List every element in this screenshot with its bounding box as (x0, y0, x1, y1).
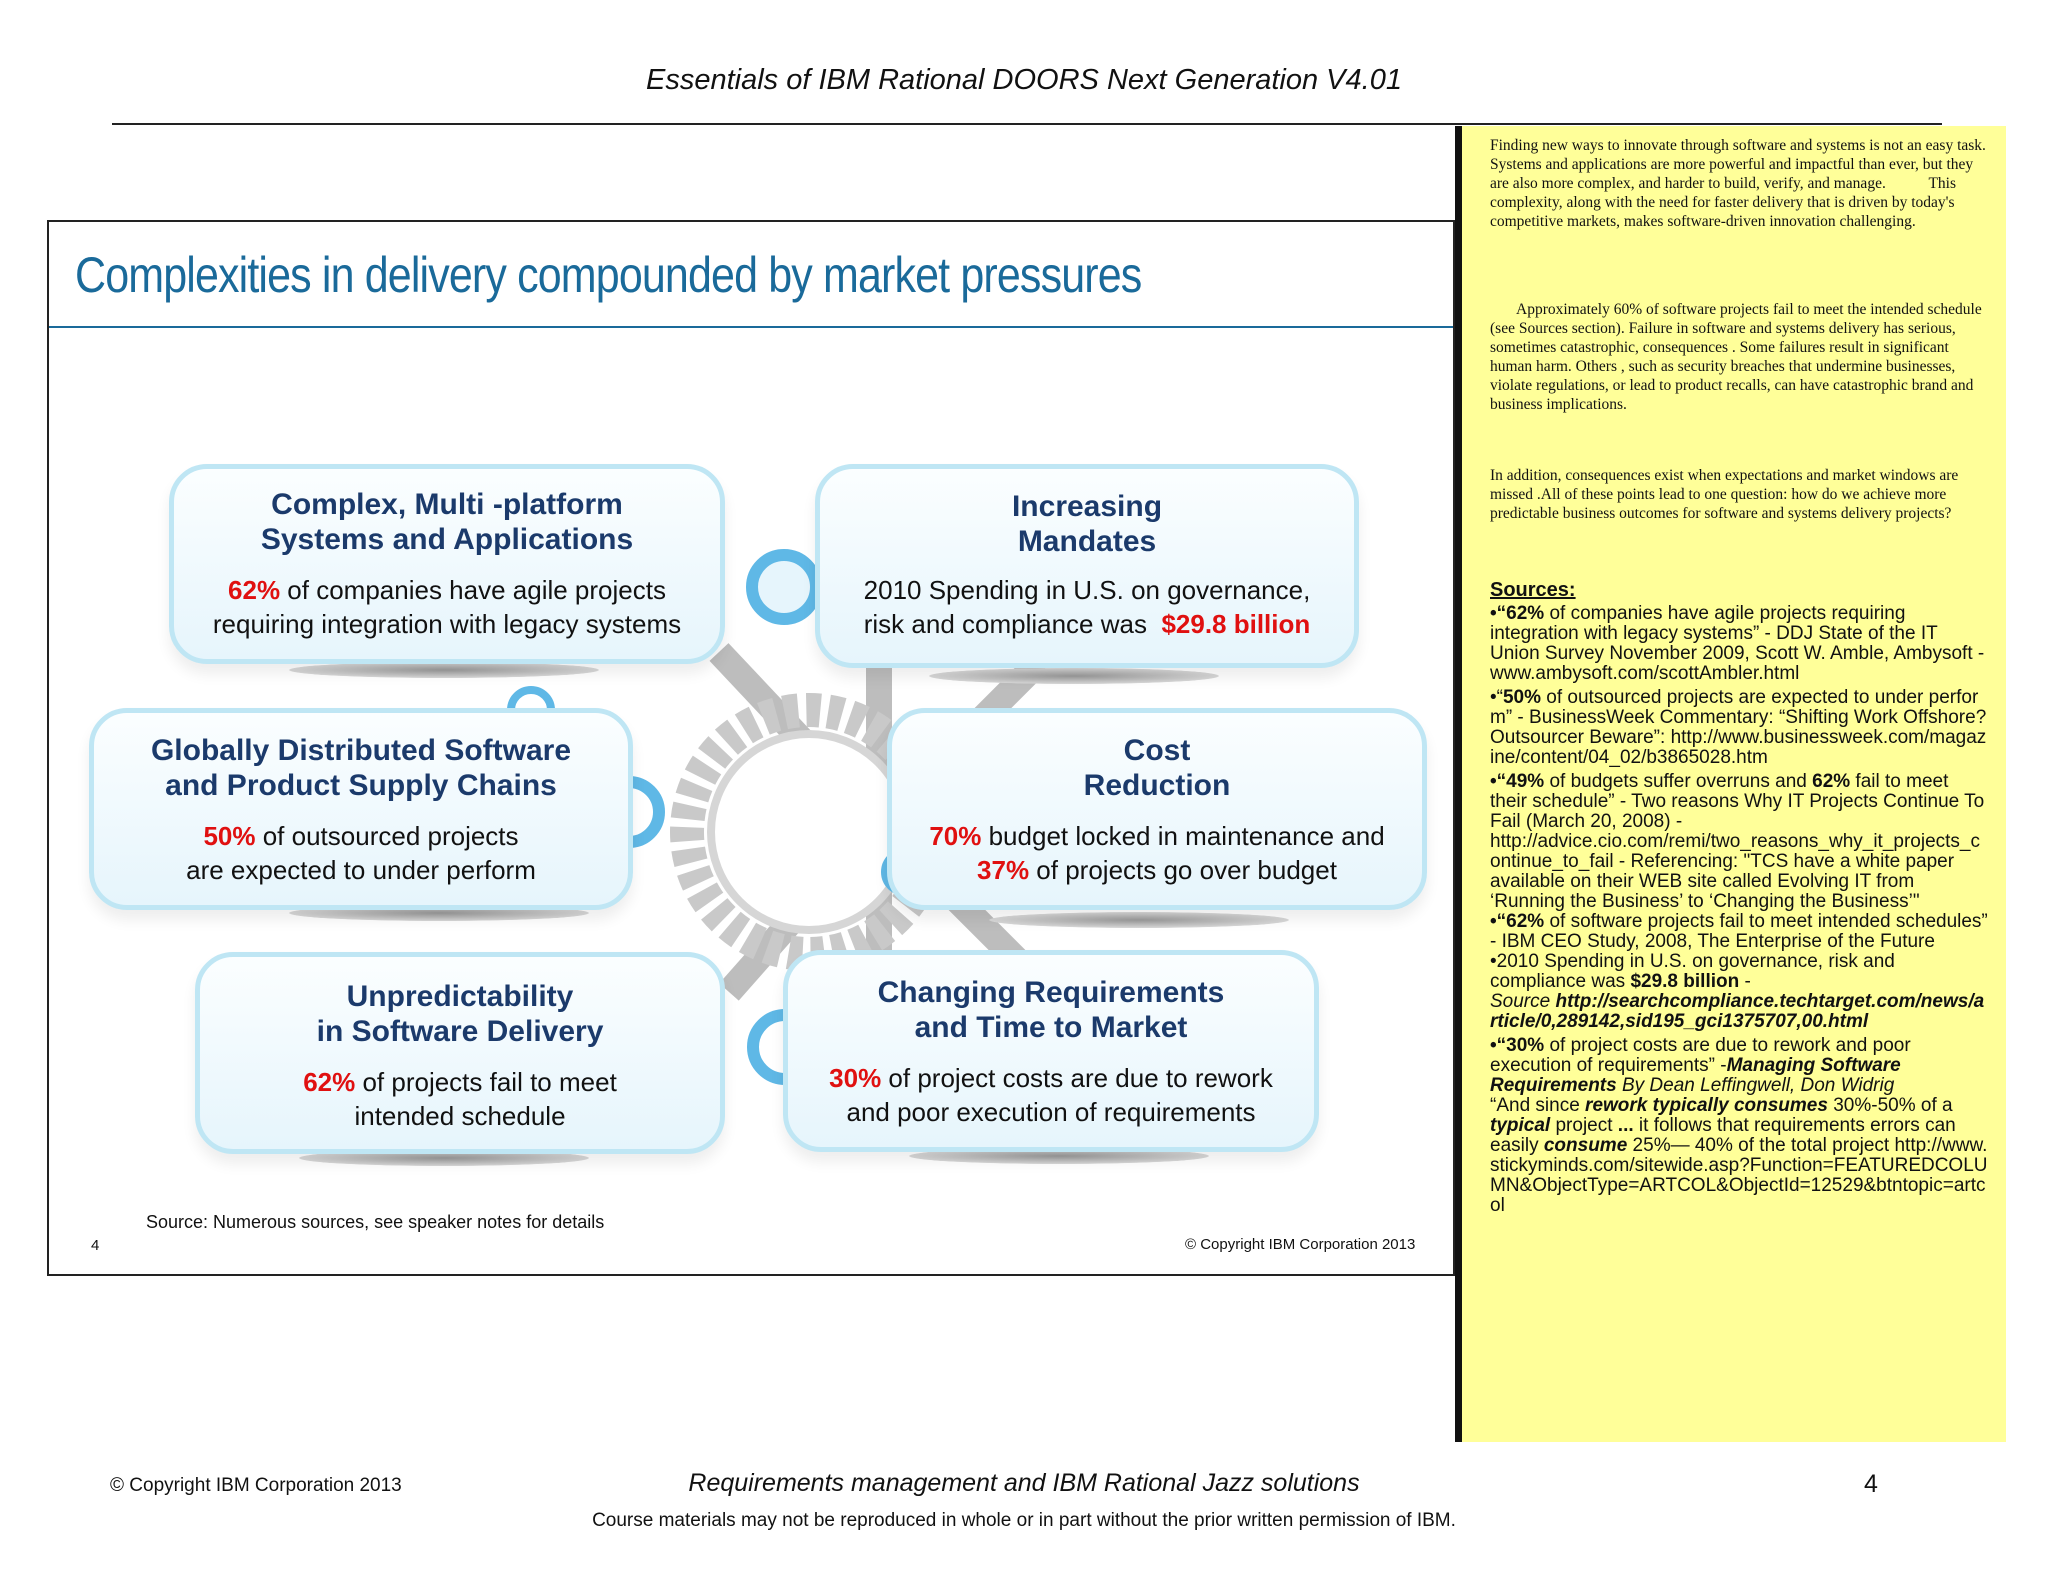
stat-value: 70% (929, 821, 982, 851)
card-text: intended schedule (354, 1101, 566, 1131)
source-item: •“49% of budgets suffer overruns and 62% fail to meet their schedule” - Two reasons Why IT Projects Continue To Fail (March 20, 2008) - http://advice.cio.com/remi/two_reasons_why_it_projects_continue_to_fail - Referencing: "TCS have a white paper available on their WEB site called Evolving IT from ‘Running the Business’ to ‘Changing the Business’" (1490, 771, 1985, 912)
card-text: 2010 Spending in U.S. on governance, (863, 575, 1311, 605)
card-text: of companies have agile projects (280, 575, 666, 605)
header-divider (112, 123, 1942, 125)
card-text: of outsourced projects (255, 821, 519, 851)
stat-value: $29.8 billion (1161, 609, 1311, 639)
source-item: •“62% of software projects fail to meet intended schedules” - IBM CEO Study, 2008, The Enterprise of the Future (1490, 911, 1988, 952)
stat-value: 50% (203, 821, 256, 851)
card-title: Globally Distributed Software (150, 734, 572, 767)
card-title: Increasing (1011, 490, 1163, 523)
card-shadow (989, 912, 1289, 928)
card-text: and poor execution of requirements (846, 1097, 1256, 1127)
slide-number: 4 (91, 1237, 100, 1254)
card-cost-reduction (887, 708, 1427, 910)
stat-value: 30% (829, 1063, 882, 1093)
card-title: and Product Supply Chains (165, 769, 557, 802)
card-title: Reduction (1083, 769, 1231, 802)
card-title: in Software Delivery (316, 1015, 604, 1048)
footer-title: Requirements management and IBM Rational Jazz solutions (688, 1469, 1360, 1497)
slide-source-note: Source: Numerous sources, see speaker notes for details (146, 1212, 605, 1232)
card-title: and Time to Market (914, 1011, 1188, 1044)
stat-value: 62% (303, 1067, 356, 1097)
card-shadow (289, 662, 599, 678)
card-increasing-mandates (815, 464, 1359, 668)
stat-value: 62% (228, 575, 281, 605)
footer-copyright: © Copyright IBM Corporation 2013 (110, 1475, 402, 1496)
card-text: risk and compliance was (863, 609, 1155, 639)
card-title: Mandates (1017, 525, 1157, 558)
slide-title-divider (49, 326, 1455, 328)
speaker-notes-panel (1458, 126, 2006, 1442)
notes-paragraph: Approximately 60% of software projects fail to meet the intended schedule (see Sources section). Failure in software and systems delivery has serious, sometimes catastrophic, consequences . Some failures result in significant human harm. Others , such as security breaches that undermine businesses, violate regulations, or lead to product recalls, can have catastrophic brand and business implications. (1490, 301, 1982, 413)
sources-list (1490, 604, 1990, 1216)
source-item: •“50% of outsourced projects are expected to under perform” - BusinessWeek Commentary: “Shifting Work Offshore? Outsourcer Beware”: http://www.businessweek.com/magazine/content/04_02/b3865028.htm (1490, 687, 1987, 768)
card-text: budget locked in maintenance and (981, 821, 1385, 851)
card-title: Changing Requirements (877, 976, 1225, 1009)
card-title: Systems and Applications (260, 523, 634, 556)
card-text: of project costs are due to rework (881, 1063, 1273, 1093)
card-title: Unpredictability (346, 980, 574, 1013)
sources-heading: Sources: (1490, 579, 1576, 601)
slide-frame (47, 220, 1455, 1276)
card-complex-systems (169, 464, 725, 664)
slide-title: Complexities in delivery compounded by market pressures (75, 247, 1142, 303)
card-text: of projects go over budget (1029, 855, 1337, 885)
document-title: Essentials of IBM Rational DOORS Next Generation V4.01 (646, 64, 1402, 96)
source-item: •“30% of project costs are due to rework and poor execution of requirements” -Managing Software Requirements By Dean Leffingwell, Don Widrig “And since rework typically consumes 30%-50% of a typical project ... it follows that requirements errors can easily consume 25%— 40% of the total project http://www.stickyminds.com/sitewide.asp?Function=FEATUREDCOLUMN&ObjectType=ARTCOL&ObjectId=12529&btntopic=artcol (1490, 1035, 1988, 1216)
footer-legal-notice: Course materials may not be reproduced in whole or in part without the prior written permission of IBM. (592, 1510, 1456, 1531)
notes-paragraph (1490, 136, 1990, 231)
card-unpredictability (195, 952, 725, 1154)
stat-value: 37% (977, 855, 1030, 885)
notes-text: This complexity, along with the need for faster delivery that is driven by today's competitive markets, makes software-driven innovation challenging. (1490, 175, 1957, 230)
card-changing-requirements (783, 950, 1319, 1152)
card-text: are expected to under perform (186, 855, 536, 885)
notes-text: Finding new ways to innovate through software and systems is not an easy task. Systems and applications are more powerful and impactful than ever, but they are also more complex, and harder to build, verify, and manage. (1490, 137, 1986, 192)
card-text: of projects fail to meet (355, 1067, 617, 1097)
card-title: Cost (1123, 734, 1191, 767)
card-title: Complex, Multi -platform (271, 488, 623, 521)
slide-copyright: © Copyright IBM Corporation 2013 (1185, 1236, 1416, 1253)
source-item: •“62% of companies have agile projects requiring integration with legacy systems” - DDJ State of the IT Union Survey November 2009, Scott W. Amble, Ambysoft - www.ambysoft.com/scottAmbler.html (1490, 603, 1985, 684)
card-text: requiring integration with legacy systems (212, 609, 682, 639)
card-globally-distributed (89, 708, 633, 910)
notes-divider (1455, 126, 1462, 1442)
card-shadow (929, 668, 1219, 684)
notes-paragraph: In addition, consequences exist when expectations and market windows are missed .All of these points lead to one question: how do we achieve more predictable business outcomes for software and systems delivery projects? (1490, 467, 1959, 522)
source-item: •2010 Spending in U.S. on governance, risk and compliance was $29.8 billion - Source http://searchcompliance.techtarget.com/news/article/0,289142,sid195_gci1375707,00.html (1490, 951, 1985, 1032)
footer-page-number: 4 (1864, 1470, 1878, 1498)
